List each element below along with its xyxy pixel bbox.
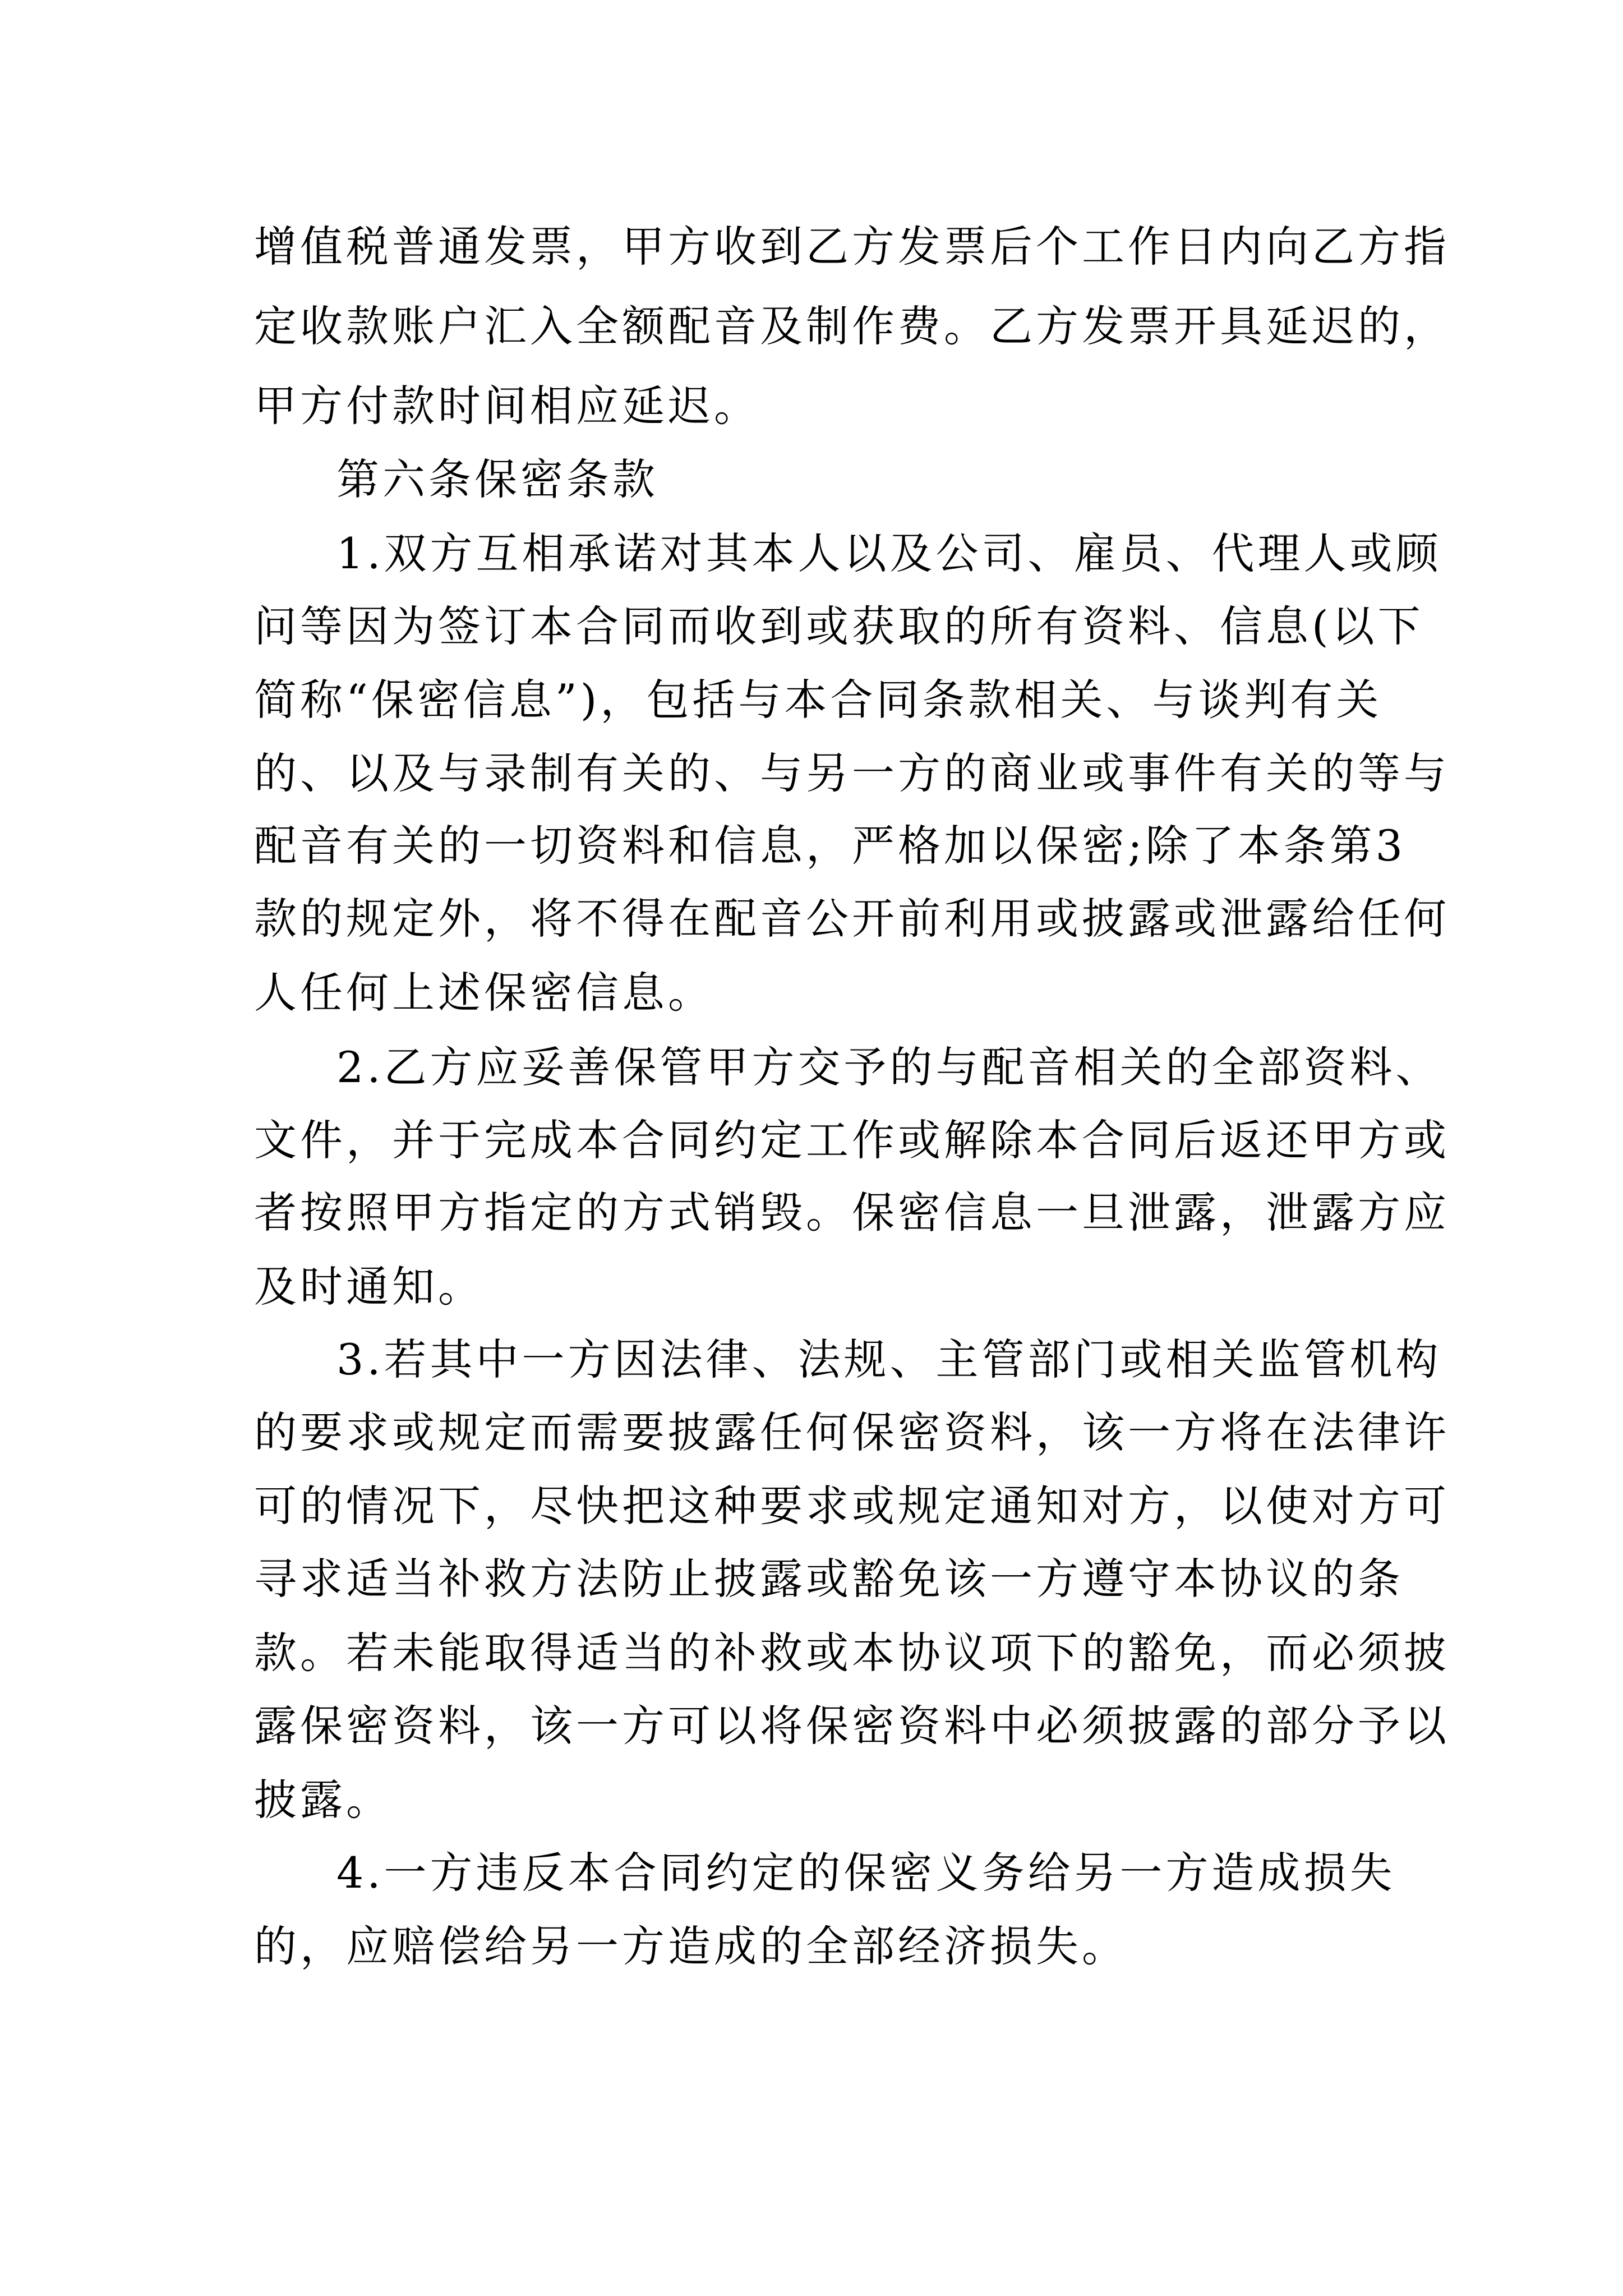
body-line: 问等因为签订本合同而收到或获取的所有资料、信息(以下 <box>254 601 1424 651</box>
body-line: 寻求适当补救方法防止披露或豁免该一方遵守本协议的条 <box>254 1554 1404 1604</box>
body-line: 3.若其中一方因法律、法规、主管部门或相关监管机构 <box>336 1335 1442 1384</box>
body-line: 增值税普通发票，甲方收到乙方发票后个工作日内向乙方指 <box>254 222 1450 272</box>
body-line: 简称“保密信息”)，包括与本合同条款相关、与谈判有关 <box>254 675 1382 725</box>
body-line: 者按照甲方指定的方式销毁。保密信息一旦泄露，泄露方应 <box>254 1188 1450 1237</box>
body-line: 款的规定外，将不得在配音公开前利用或披露或泄露给任何 <box>254 894 1450 944</box>
body-line: 定收款账户汇入全额配音及制作费。乙方发票开具延迟的， <box>254 301 1450 351</box>
body-line: 的，应赔偿给另一方造成的全部经济损失。 <box>254 1921 1128 1971</box>
body-line: 可的情况下，尽快把这种要求或规定通知对方，以使对方可 <box>254 1481 1450 1531</box>
body-line: 文件，并于完成本合同约定工作或解除本合同后返还甲方或 <box>254 1115 1450 1165</box>
body-line: 甲方付款时间相应延迟。 <box>254 381 760 431</box>
body-line: 及时通知。 <box>254 1262 484 1312</box>
body-line: 的要求或规定而需要披露任何保密资料，该一方将在法律许 <box>254 1407 1450 1457</box>
body-line: 4.一方违反本合同约定的保密义务给另一方造成损失 <box>336 1848 1396 1898</box>
body-line: 1.双方互相承诺对其本人以及公司、雇员、代理人或顾 <box>336 528 1442 578</box>
section-heading: 第六条保密条款 <box>336 454 658 504</box>
body-line: 款。若未能取得适当的补救或本协议项下的豁免，而必须披 <box>254 1628 1450 1678</box>
body-line: 的、以及与录制有关的、与另一方的商业或事件有关的等与 <box>254 748 1450 798</box>
body-line: 2.乙方应妥善保管甲方交予的与配音相关的全部资料、 <box>336 1042 1442 1092</box>
body-line: 披露。 <box>254 1775 392 1825</box>
body-line: 人任何上述保密信息。 <box>254 968 714 1018</box>
body-line: 配音有关的一切资料和信息，严格加以保密;除了本条第3 <box>254 821 1406 871</box>
body-line: 露保密资料，该一方可以将保密资料中必须披露的部分予以 <box>254 1701 1450 1751</box>
